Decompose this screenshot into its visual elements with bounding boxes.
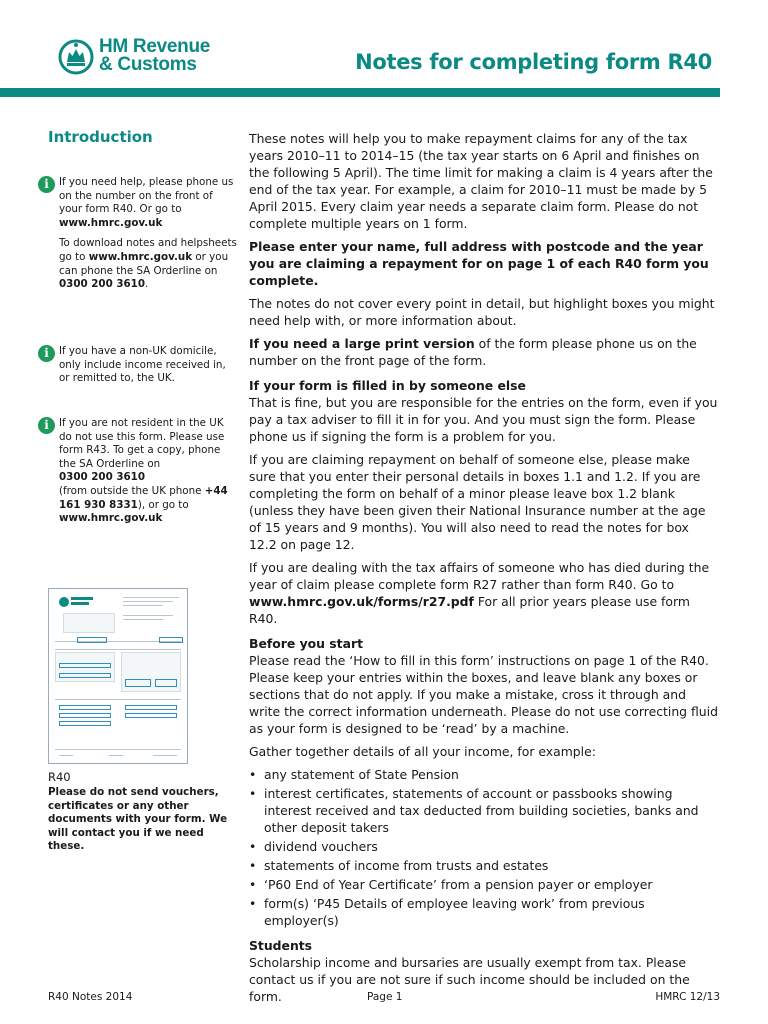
someone-else-paragraph-2: If you are claiming repayment on behalf of someone else, please make sure that you enter their personal details in boxes 1.1 and 1.2. If you are completing the form on behalf of a minor please leave box 1.2 blank (unless they have been given their National Insurance number at the age of 15 years and 9 months). You will also need to read the notes for box 12.2 on page 12. <box>249 452 706 552</box>
info-icon: i <box>38 176 55 193</box>
hmrc-link[interactable]: www.hmrc.gov.uk <box>59 512 163 525</box>
list-item: • ‘P60 End of Year Certificate’ from a pension payer or employer <box>249 876 719 893</box>
main-content <box>249 130 719 1011</box>
thumbnail-caption: R40 <box>48 770 71 784</box>
deceased-text-2: For all prior years please use form R40. <box>249 594 690 626</box>
download-note-end: . <box>144 278 149 291</box>
domicile-note-text: If you have a non-UK domicile, only include income received in, or remitted to, the UK. <box>59 345 226 385</box>
no-vouchers-note: Please do not send vouchers, certificates or any other documents with your form. We will contact you if we need these. <box>48 786 228 853</box>
info-icon: i <box>38 345 55 362</box>
list-item: • form(s) ‘P45 Details of employee leaving work’ from previous employer(s) <box>249 895 719 929</box>
page-number: Page 1 <box>367 991 403 1003</box>
header-rule <box>0 88 720 97</box>
bold-instruction: Please enter your name, full address with postcode and the year you are claiming a repayment for on page 1 of each R40 form you complete. <box>249 239 709 288</box>
list-item: • interest certificates, statements of account or passbooks showing interest received and tax deducted from building societies, banks and other deposit takers <box>249 785 719 836</box>
download-note-text: To download notes and helpsheets go to <box>59 237 237 263</box>
international-phone: +44 161 930 8331 <box>59 484 228 511</box>
list-item: • dividend vouchers <box>249 838 719 855</box>
page-title: Notes for completing form R40 <box>355 50 712 74</box>
orderline-phone: 0300 200 3610 <box>59 471 145 484</box>
hmrc-logo <box>58 36 210 76</box>
someone-else-heading: If your form is filled in by someone else <box>249 378 526 393</box>
section-heading-introduction: Introduction <box>48 128 153 146</box>
gather-paragraph: Gather together details of all your income, for example: <box>249 744 596 759</box>
list-item: • statements of income from trusts and estates <box>249 857 719 874</box>
info-icon: i <box>38 417 55 434</box>
non-resident-text: If you are not resident in the UK do not use this form. Please use form R43. To get a copy, phone the SA Orderline on <box>59 417 225 470</box>
logo-line-1: HM Revenue <box>99 36 211 57</box>
before-you-start-paragraph: Please read the ‘How to fill in this form’ instructions on page 1 of the R40. Please keep your entries within the boxes, and leave blank any boxes or sections that do not apply. If you make a mistake, cross it through and write the correct information underneath. Please do not use correcting fluid as your form is designed to be ‘read’ by a machine. <box>249 653 718 736</box>
download-note-mid: or you can phone the SA Orderline on <box>59 250 229 277</box>
logo-line-2: & Customs <box>99 54 197 75</box>
before-you-start-heading: Before you start <box>249 636 363 651</box>
notes-cover-paragraph: The notes do not cover every point in detail, but highlight boxes you might need help with, or more information about. <box>249 296 715 328</box>
students-paragraph: Scholarship income and bursaries are usually exempt from tax. Please contact us if you are not sure if such income should be included on the form. <box>249 955 690 1004</box>
hmrc-link[interactable]: www.hmrc.gov.uk <box>59 216 163 229</box>
deceased-text: If you are dealing with the tax affairs of someone who has died during the year of claim please complete form R27 rather than form R40. Go to <box>249 560 710 592</box>
students-heading: Students <box>249 938 313 953</box>
r27-form-link[interactable]: www.hmrc.gov.uk/forms/r27.pdf <box>249 594 474 609</box>
outside-uk-text-2: ), or go to <box>137 498 189 511</box>
income-list <box>249 766 719 929</box>
footer-left: R40 Notes 2014 <box>48 991 133 1003</box>
hmrc-link[interactable]: www.hmrc.gov.uk <box>88 250 193 263</box>
someone-else-paragraph-1: That is fine, but you are responsible for the entries on the form, even if you pay a tax adviser to fill it in for you. And you must sign the form. Please phone us if signing the form is a problem for you. <box>249 395 718 444</box>
intro-paragraph: These notes will help you to make repayment claims for any of the tax years 2010–11 to 2014–15 (the tax year starts on 6 April and finishes on the following 5 April). The time limit for making a claim is 4 years after the end of the tax year. For example, a claim for 2010–11 must be made by 5 April 2015. Every claim year needs a separate claim form. Please do not complete multiple years on 1 form. <box>249 131 713 231</box>
crown-crest-icon <box>58 36 94 76</box>
r40-form-thumbnail <box>48 588 188 764</box>
outside-uk-text: (from outside the UK phone <box>59 484 202 497</box>
help-note <box>38 176 238 299</box>
large-print-lead: If you need a large print version <box>249 336 475 351</box>
list-item: • any statement of State Pension <box>249 766 719 783</box>
help-note-text: If you need help, please phone us on the number on the front of your form R40. Or go to <box>59 176 234 216</box>
domicile-note <box>38 345 238 393</box>
orderline-phone: 0300 200 3610 <box>59 278 145 291</box>
large-print-text: of the form please phone us on the number on the front page of the form. <box>249 336 697 368</box>
non-resident-note <box>38 417 238 533</box>
footer-right: HMRC 12/13 <box>655 991 720 1003</box>
